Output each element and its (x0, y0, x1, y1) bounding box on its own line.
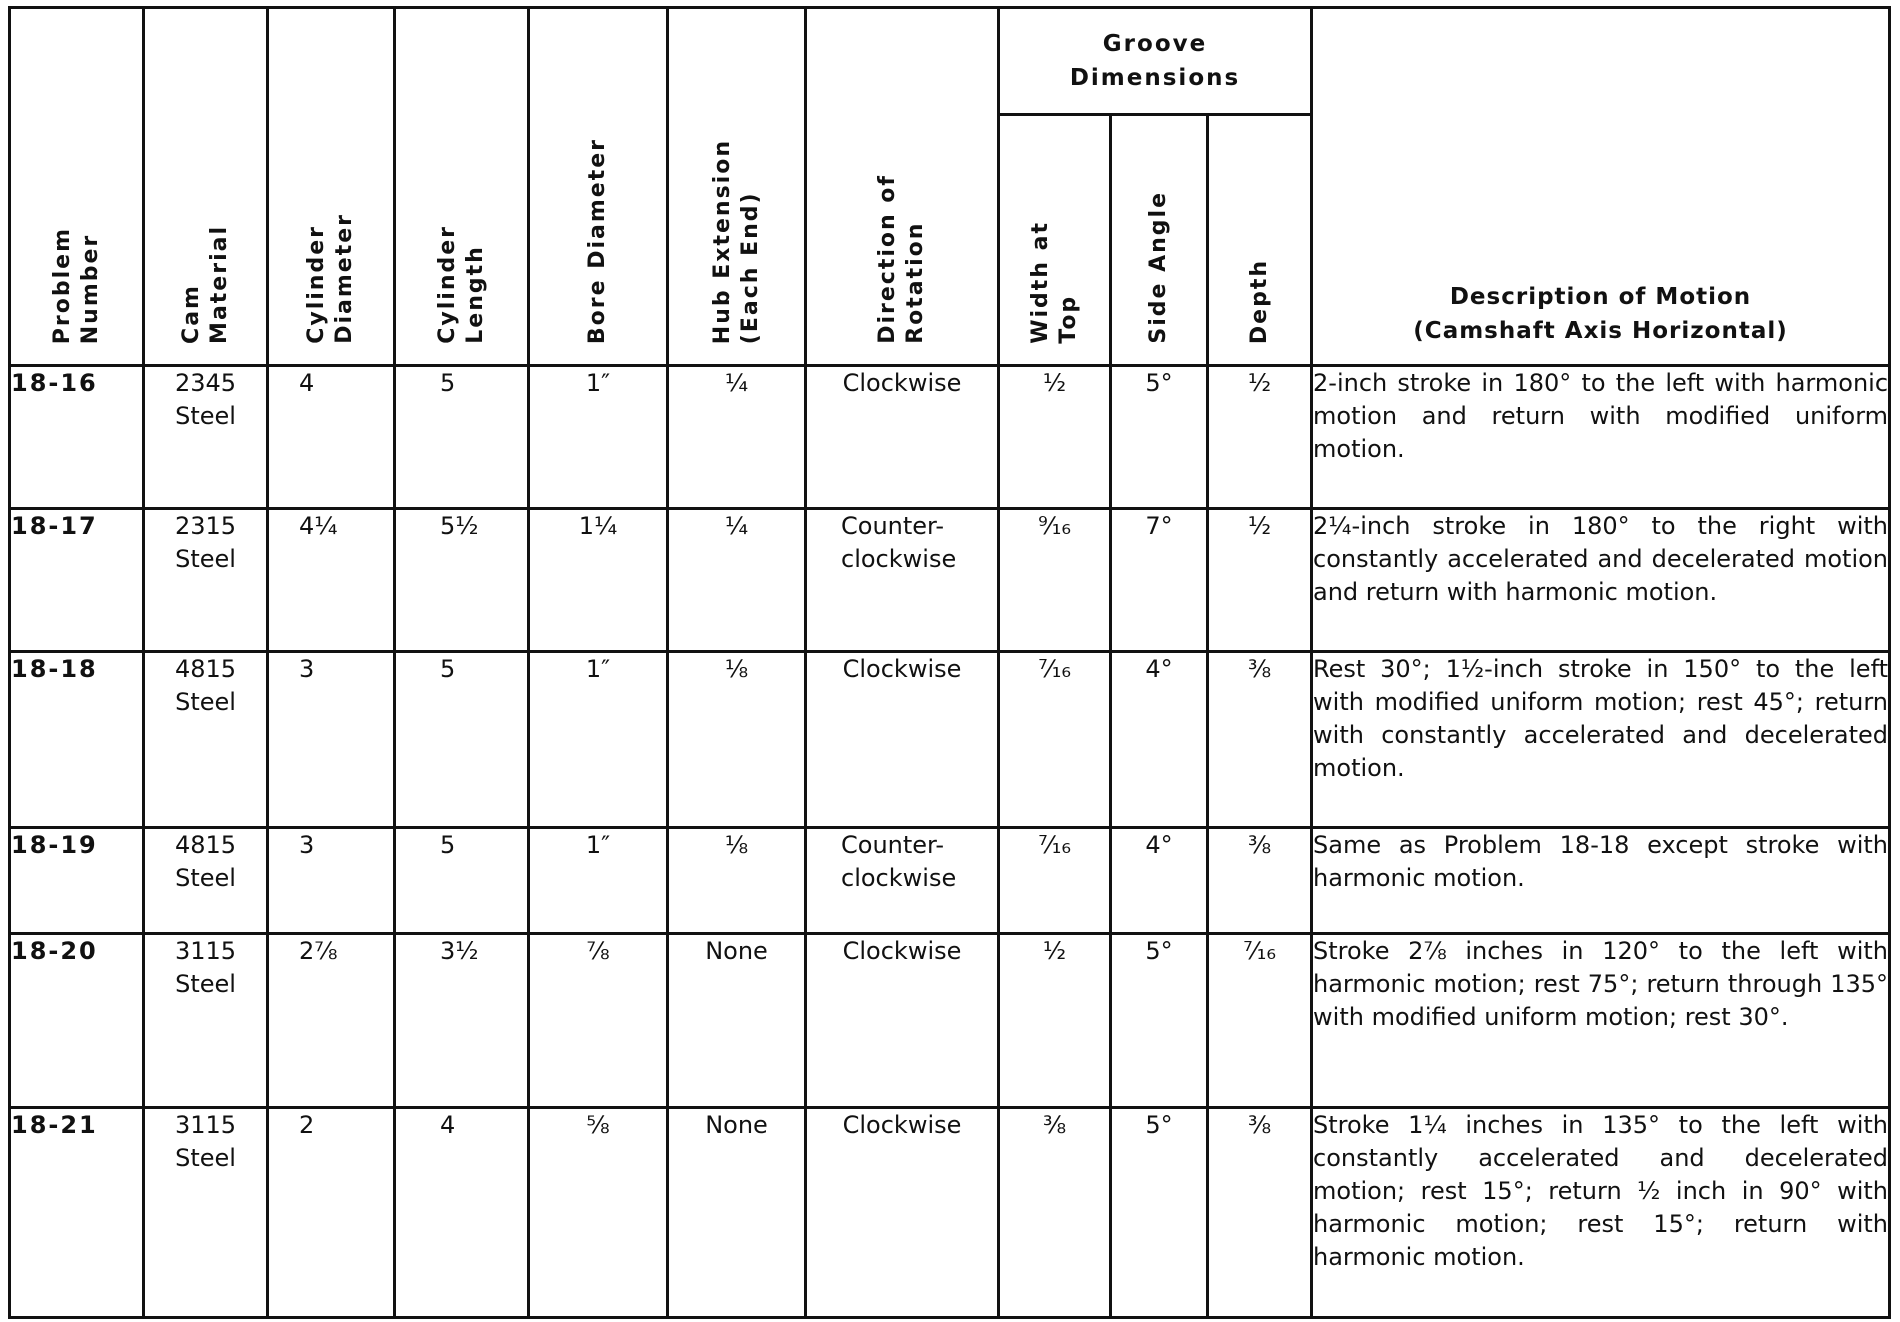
header-problem-number (10, 8, 144, 366)
groove-depth: ⅜ (1208, 652, 1312, 828)
header-bore-diameter-label: Bore Diameter (585, 137, 610, 344)
motion-description: 2-inch stroke in 180° to the left with harmonic motion and return with modified uniform motion. (1312, 366, 1890, 509)
cylinder-length: 5 (395, 366, 529, 509)
problem-number: 18-18 (10, 652, 144, 828)
header-width-at-top (999, 115, 1111, 366)
bore-diameter: 1″ (529, 828, 668, 934)
groove-depth: ½ (1208, 366, 1312, 509)
header-groove-dimensions: Groove Dimensions (999, 8, 1312, 115)
bore-diameter: 1″ (529, 652, 668, 828)
groove-side-angle: 4° (1111, 652, 1208, 828)
groove-depth: ⅜ (1208, 828, 1312, 934)
table-row (10, 934, 1890, 1108)
hub-extension: ¼ (668, 509, 806, 652)
cylinder-length: 5½ (395, 509, 529, 652)
header-direction-of-rotation-label: Direction of Rotation (875, 174, 928, 344)
problem-number: 18-20 (10, 934, 144, 1108)
cylinder-length: 5 (395, 828, 529, 934)
groove-width-at-top: ½ (999, 934, 1111, 1108)
direction-of-rotation: Clockwise (806, 1108, 999, 1318)
header-cylinder-length (395, 8, 529, 366)
direction-of-rotation: Counter- clockwise (806, 509, 999, 652)
motion-description: Stroke 2⅞ inches in 120° to the left with harmonic motion; rest 75°; return through 135° with modified uniform motion; rest 30°. (1312, 934, 1890, 1108)
cylinder-diameter: 4 (268, 366, 395, 509)
problem-number: 18-16 (10, 366, 144, 509)
cam-problems-table (8, 6, 1891, 1319)
cam-material: 3115 Steel (144, 1108, 268, 1318)
header-hub-extension (668, 8, 806, 366)
cylinder-diameter: 4¼ (268, 509, 395, 652)
groove-side-angle: 5° (1111, 366, 1208, 509)
hub-extension: None (668, 934, 806, 1108)
direction-of-rotation: Clockwise (806, 366, 999, 509)
groove-width-at-top: ⅜ (999, 1108, 1111, 1318)
header-cylinder-diameter (268, 8, 395, 366)
problem-number: 18-21 (10, 1108, 144, 1318)
table-row (10, 828, 1890, 934)
header-side-angle (1111, 115, 1208, 366)
table-body (10, 366, 1890, 1318)
bore-diameter: ⅞ (529, 934, 668, 1108)
header-description-of-motion: Description of Motion (Camshaft Axis Horizontal) (1312, 8, 1890, 366)
header-direction-of-rotation (806, 8, 999, 366)
cam-material: 4815 Steel (144, 652, 268, 828)
hub-extension: ¼ (668, 366, 806, 509)
cylinder-diameter: 3 (268, 828, 395, 934)
cylinder-length: 3½ (395, 934, 529, 1108)
motion-description: Stroke 1¼ inches in 135° to the left with constantly accelerated and decelerated motion; rest 15°; return ½ inch in 90° with harmonic motion; rest 15°; return with harmonic motion. (1312, 1108, 1890, 1318)
header-depth (1208, 115, 1312, 366)
header-cam-material (144, 8, 268, 366)
groove-width-at-top: ½ (999, 366, 1111, 509)
header-cam-material-label: Cam Material (178, 225, 232, 344)
table-header (10, 8, 1890, 366)
header-cylinder-length-label: Cylinder Length (434, 225, 488, 344)
groove-depth: ⁷⁄₁₆ (1208, 934, 1312, 1108)
table-row (10, 652, 1890, 828)
groove-depth: ½ (1208, 509, 1312, 652)
header-depth-label: Depth (1246, 258, 1272, 344)
problem-number: 18-17 (10, 509, 144, 652)
hub-extension: None (668, 1108, 806, 1318)
bore-diameter: 1¼ (529, 509, 668, 652)
cam-material: 4815 Steel (144, 828, 268, 934)
groove-side-angle: 7° (1111, 509, 1208, 652)
motion-description: 2¼-inch stroke in 180° to the right with constantly accelerated and decelerated motion and return with harmonic motion. (1312, 509, 1890, 652)
direction-of-rotation: Clockwise (806, 652, 999, 828)
groove-side-angle: 4° (1111, 828, 1208, 934)
cam-material: 2315 Steel (144, 509, 268, 652)
table-row (10, 366, 1890, 509)
table-row (10, 1108, 1890, 1318)
cylinder-diameter: 2⅞ (268, 934, 395, 1108)
problem-number: 18-19 (10, 828, 144, 934)
groove-depth: ⅜ (1208, 1108, 1312, 1318)
header-hub-extension-label: Hub Extension (Each End) (709, 138, 763, 344)
cam-material: 3115 Steel (144, 934, 268, 1108)
hub-extension: ⅛ (668, 828, 806, 934)
groove-side-angle: 5° (1111, 1108, 1208, 1318)
header-problem-number-label: Problem Number (49, 226, 103, 344)
groove-side-angle: 5° (1111, 934, 1208, 1108)
table-row (10, 509, 1890, 652)
bore-diameter: ⅝ (529, 1108, 668, 1318)
groove-width-at-top: ⁷⁄₁₆ (999, 828, 1111, 934)
cylinder-diameter: 3 (268, 652, 395, 828)
header-width-at-top-label: Width at Top (1027, 221, 1081, 344)
direction-of-rotation: Clockwise (806, 934, 999, 1108)
header-cylinder-diameter-label: Cylinder Diameter (304, 213, 357, 344)
motion-description: Same as Problem 18-18 except stroke with harmonic motion. (1312, 828, 1890, 934)
header-bore-diameter (529, 8, 668, 366)
direction-of-rotation: Counter- clockwise (806, 828, 999, 934)
groove-width-at-top: ⁷⁄₁₆ (999, 652, 1111, 828)
bore-diameter: 1″ (529, 366, 668, 509)
motion-description: Rest 30°; 1½-inch stroke in 150° to the left with modified uniform motion; rest 45°; return with constantly accelerated and decelerated motion. (1312, 652, 1890, 828)
header-side-angle-label: Side Angle (1146, 191, 1171, 344)
cam-material: 2345 Steel (144, 366, 268, 509)
cylinder-diameter: 2 (268, 1108, 395, 1318)
cylinder-length: 5 (395, 652, 529, 828)
groove-width-at-top: ⁹⁄₁₆ (999, 509, 1111, 652)
cylinder-length: 4 (395, 1108, 529, 1318)
hub-extension: ⅛ (668, 652, 806, 828)
